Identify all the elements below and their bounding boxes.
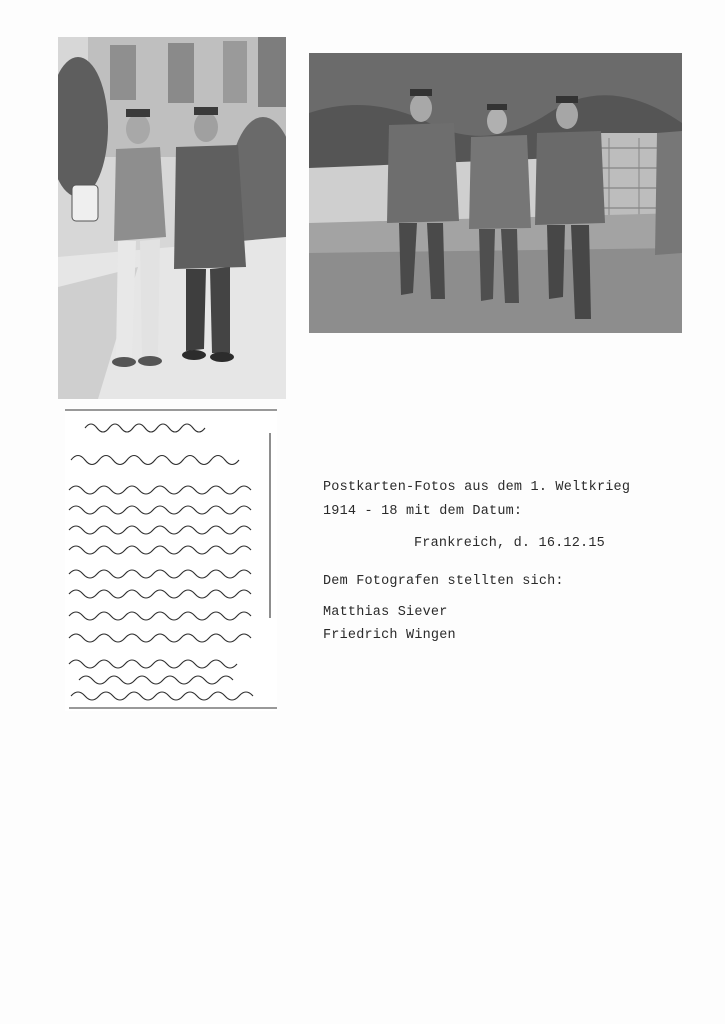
caption-title-line: Postkarten-Fotos aus dem 1. Weltkrieg bbox=[323, 480, 631, 495]
caption-date-line: Frankreich, d. 16.12.15 bbox=[414, 536, 605, 551]
handwritten-letter bbox=[65, 408, 277, 711]
person-name: Matthias Siever bbox=[323, 605, 448, 620]
person-name: Friedrich Wingen bbox=[323, 628, 456, 643]
photo-group-soldiers bbox=[309, 53, 682, 333]
caption-years-line: 1914 - 18 mit dem Datum: bbox=[323, 504, 523, 519]
photo-two-soldiers bbox=[58, 37, 286, 399]
caption-photographer-line: Dem Fotografen stellten sich: bbox=[323, 574, 564, 589]
